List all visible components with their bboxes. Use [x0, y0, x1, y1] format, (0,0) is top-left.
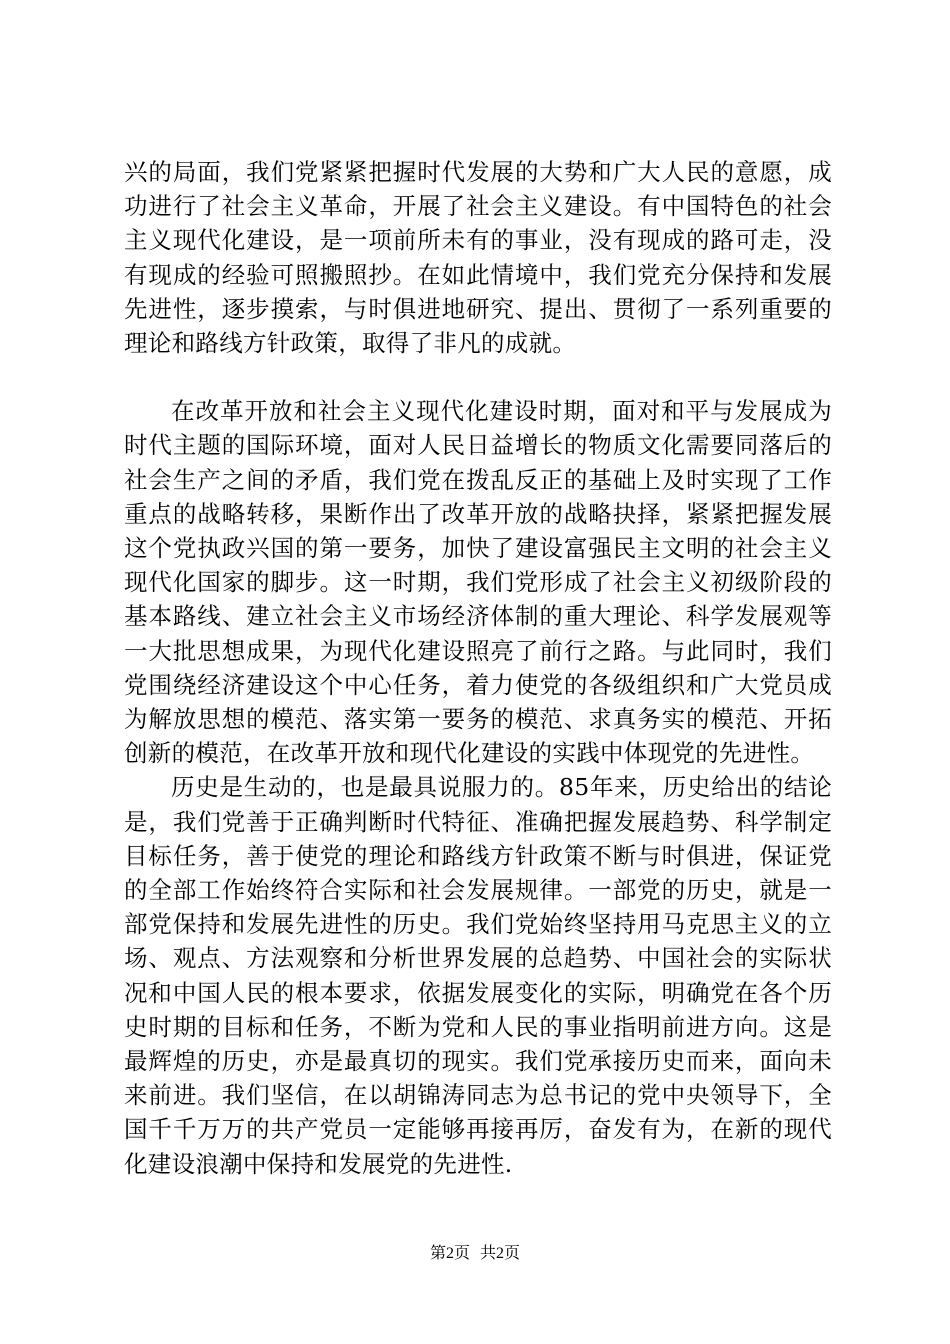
paragraph-gap	[124, 360, 832, 394]
page-footer	[0, 1244, 950, 1264]
document-body	[124, 155, 832, 1181]
page-number: 第2页	[429, 1245, 470, 1262]
paragraph-history-conclusion: 历史是生动的，也是最具说服力的。85年来，历史给出的结论是，我们党善于正确判断时代特征、准确把握发展趋势、科学制定目标任务，善于使党的理论和路线方针政策不断与时俱进，保证党的全部工作始终符合实际和社会发展规律。一部党的历史，就是一部党保持和发展先进性的历史。我们党始终坚持用马克思主义的立场、观点、方法观察和分析世界发展的总趋势、中国社会的实际状况和中国人民的根本要求，依据发展变化的实际，明确党在各个历史时期的目标和任务，不断为党和人民的事业指明前进方向。这是最辉煌的历史，亦是最真切的现实。我们党承接历史而来，面向未来前进。我们坚信，在以胡锦涛同志为总书记的党中央领导下，全国千千万万的共产党员一定能够再接再厉，奋发有为，在新的现代化建设浪潮中保持和发展党的先进性.	[124, 773, 832, 1178]
paragraph-continuation: 兴的局面，我们党紧紧把握时代发展的大势和广大人民的意愿，成功进行了社会主义革命，开展了社会主义建设。有中国特色的社会主义现代化建设，是一项前所未有的事业，没有现成的路可走，没有现成的经验可照搬照抄。在如此情境中，我们党充分保持和发展先进性，逐步摸索，与时俱进地研究、提出、贯彻了一系列重要的理论和路线方针政策，取得了非凡的成就。	[124, 158, 832, 358]
page-total: 共2页	[480, 1245, 521, 1262]
paragraph-reform-era: 在改革开放和社会主义现代化建设时期，面对和平与发展成为时代主题的国际环境，面对人民日益增长的物质文化需要同落后的社会生产之间的矛盾，我们党在拨乱反正的基础上及时实现了工作重点的战略转移，果断作出了改革开放的战略抉择，紧紧把握发展这个党执政兴国的第一要务，加快了建设富强民主文明的社会主义现代化国家的脚步。这一时期，我们党形成了社会主义初级阶段的基本路线、建立社会主义市场经济体制的重大理论、科学发展观等一大批思想成果，为现代化建设照亮了前行之路。与此同时，我们党围绕经济建设这个中心任务，着力使党的各级组织和广大党员成为解放思想的模范、落实第一要务的模范、求真务实的模范、开拓创新的模范，在改革开放和现代化建设的实践中体现党的先进性。	[124, 397, 832, 768]
